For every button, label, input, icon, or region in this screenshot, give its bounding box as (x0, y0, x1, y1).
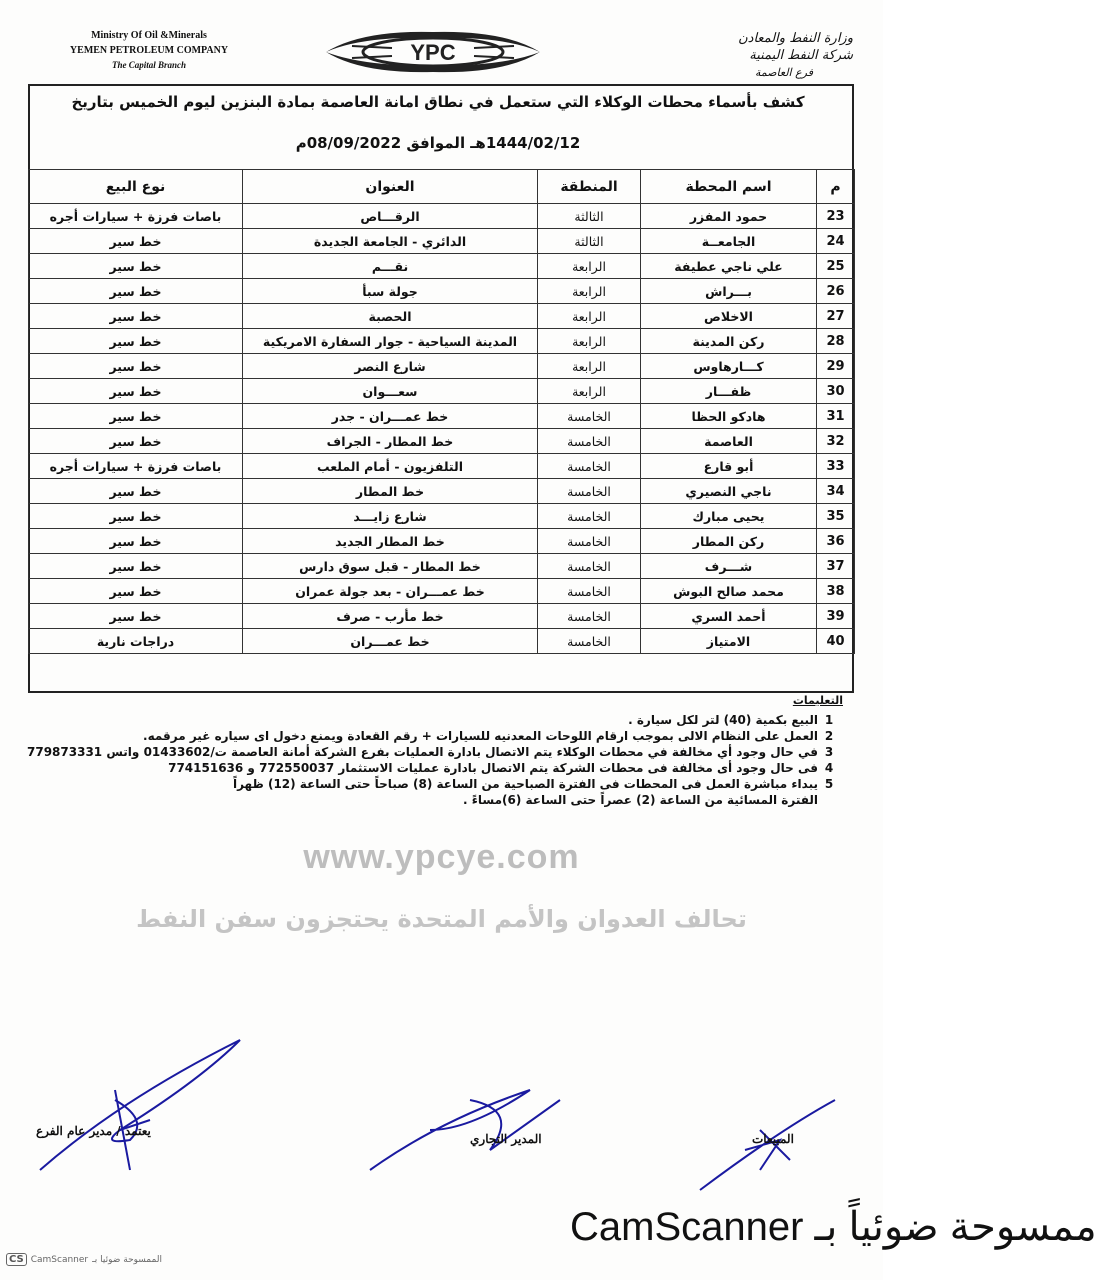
table-row (29, 429, 855, 454)
cell-number: 29 (817, 354, 855, 379)
cell-number: 34 (817, 479, 855, 504)
cell-station: بـــراش (641, 279, 817, 304)
cell-station: هادكو الحظا (641, 404, 817, 429)
cell-type: خط سير (29, 279, 243, 304)
cell-region: الخامسة (538, 629, 641, 654)
cell-region: الرابعة (538, 329, 641, 354)
website-url: www.ypcye.com (303, 838, 580, 876)
table-row (29, 379, 855, 404)
note-item (70, 728, 840, 744)
cell-number: 27 (817, 304, 855, 329)
table-row (29, 579, 855, 604)
note-number: 2 (824, 729, 834, 743)
note-number: 5 (824, 777, 834, 791)
cell-type: خط سير (29, 504, 243, 529)
cell-station: علي ناجي عطيفة (641, 254, 817, 279)
note-text: يبداء مباشرة العمل فى المحطات فى الفترة الصباحية من الساعة (8) صباحاً حتى الساعة (12) ظهراً (232, 777, 818, 791)
camscanner-logo-icon: CS (6, 1253, 27, 1266)
cell-address: خط المطار - قبل سوق دارس (243, 554, 538, 579)
cell-region: الخامسة (538, 429, 641, 454)
cell-region: الخامسة (538, 404, 641, 429)
signature-branch-director: يعتمد / مدير عام الفرع (36, 1124, 151, 1138)
note-text: العمل على النظام الالى بموجب ارقام اللوحات المعدنيه للسيارات + رقم القعادة ويمنع دخول اى سياره غير مرقمه. (143, 729, 818, 743)
note-text: البيع بكمية (40) لتر لكل سيارة . (628, 713, 818, 727)
header-branch-ar: فرع العاصمة (754, 66, 813, 79)
note-number: 3 (824, 745, 834, 759)
cell-address: سعـــوان (243, 379, 538, 404)
table-row (29, 629, 855, 654)
cell-number: 37 (817, 554, 855, 579)
cell-region: الرابعة (538, 354, 641, 379)
table-row (29, 204, 855, 229)
cell-address: الحصبة (243, 304, 538, 329)
cell-region: الرابعة (538, 304, 641, 329)
cell-station: حمود المفزر (641, 204, 817, 229)
cell-region: الخامسة (538, 554, 641, 579)
cell-type: خط سير (29, 254, 243, 279)
camscanner-footer-text: CamScanner (30, 1254, 89, 1265)
signature-scribbles (0, 1010, 883, 1210)
cell-address: خط المطار الجديد (243, 529, 538, 554)
signature-sales: المبيعات (752, 1132, 794, 1146)
cell-station: الجامعــة (641, 229, 817, 254)
table-header-row (29, 170, 855, 204)
cell-number: 32 (817, 429, 855, 454)
header-company: YEMEN PETROLEUM COMPANY (69, 45, 229, 56)
document-title: كشف بأسماء محطات الوكلاء التي ستعمل في نطاق امانة العاصمة بمادة البنزين ليوم الخميس بتاريخ (71, 93, 805, 111)
cell-type: خط سير (29, 229, 243, 254)
stations-table (28, 169, 855, 654)
header-company-ar: شركة النفط اليمنية (749, 48, 853, 63)
table-row (29, 304, 855, 329)
signature-commercial-director: المدير التجاري (470, 1132, 542, 1146)
ypc-logo (322, 26, 544, 78)
cell-number: 40 (817, 629, 855, 654)
table-row (29, 529, 855, 554)
table-row (29, 354, 855, 379)
note-item (70, 792, 840, 808)
notes-heading: التعليمات (792, 694, 843, 707)
cell-station: يحيى مبارك (641, 504, 817, 529)
cell-station: ركن المدينة (641, 329, 817, 354)
cell-type: دراجات نارية (29, 629, 243, 654)
table-row (29, 229, 855, 254)
cell-address: خط عمـــران - جدر (243, 404, 538, 429)
cell-type: خط سير (29, 404, 243, 429)
cell-type: خط سير (29, 604, 243, 629)
col-header-station: اسم المحطة (641, 170, 817, 204)
cell-number: 28 (817, 329, 855, 354)
cell-address: جولة سبأ (243, 279, 538, 304)
cell-number: 36 (817, 529, 855, 554)
cell-address: خط مأرب - صرف (243, 604, 538, 629)
cell-type: باصات فرزة + سيارات أجره (29, 204, 243, 229)
cell-type: خط سير (29, 529, 243, 554)
cell-region: الرابعة (538, 279, 641, 304)
header-english (44, 28, 254, 73)
cell-station: شـــرف (641, 554, 817, 579)
document-date: 1444/02/12هـ الموافق 08/09/2022م (295, 134, 581, 152)
cell-type: خط سير (29, 579, 243, 604)
table-row (29, 404, 855, 429)
cell-station: ظفـــار (641, 379, 817, 404)
logo-text: YPC (410, 40, 456, 65)
table-row (29, 454, 855, 479)
notes-list (27, 712, 840, 808)
cell-address: الرقـــاص (243, 204, 538, 229)
cell-type: خط سير (29, 329, 243, 354)
note-item (70, 760, 840, 776)
cell-address: الدائري - الجامعة الجديدة (243, 229, 538, 254)
cell-number: 23 (817, 204, 855, 229)
cell-address: نقـــم (243, 254, 538, 279)
cell-station: ناجي النصيري (641, 479, 817, 504)
table-row (29, 504, 855, 529)
slogan-text: تحالف العدوان والأمم المتحدة يحتجزون سفن النفط (136, 905, 747, 933)
cell-address: خط المطار (243, 479, 538, 504)
cell-station: أحمد السري (641, 604, 817, 629)
note-item (27, 744, 840, 760)
cell-station: كـــارهاوس (641, 354, 817, 379)
cell-number: 25 (817, 254, 855, 279)
cell-number: 33 (817, 454, 855, 479)
cell-station: الامتياز (641, 629, 817, 654)
cell-station: العاصمة (641, 429, 817, 454)
camscanner-footer-text-ar: الممسوحة ضوئيا بـ (92, 1254, 162, 1265)
cell-type: باصات فرزة + سيارات أجره (29, 454, 243, 479)
cell-address: خط عمـــران (243, 629, 538, 654)
cell-region: الثالثة (538, 204, 641, 229)
cell-number: 31 (817, 404, 855, 429)
header-ministry: Ministry Of Oil &Minerals (91, 30, 207, 41)
cell-region: الرابعة (538, 379, 641, 404)
cell-address: التلفزيون - أمام الملعب (243, 454, 538, 479)
cell-address: خط المطار - الجراف (243, 429, 538, 454)
note-text: في حال وجود أي مخالفة في محطات الوكلاء يتم الاتصال بادارة العمليات بفرع الشركة أمانة العاصمة ت/01433602 واتس 779873331 (27, 745, 818, 759)
cell-number: 38 (817, 579, 855, 604)
col-header-region: المنطقة (538, 170, 641, 204)
table-row (29, 279, 855, 304)
cell-station: محمد صالح البوش (641, 579, 817, 604)
cell-station: أبو قارع (641, 454, 817, 479)
note-number: 4 (824, 761, 834, 775)
col-header-type: نوع البيع (29, 170, 243, 204)
note-text: الفترة المسائية من الساعة (2) عصراً حتى الساعة (6)مساءً . (462, 793, 818, 807)
cell-region: الرابعة (538, 254, 641, 279)
header-ministry-ar: وزارة النفط والمعادن (738, 31, 853, 46)
cell-type: خط سير (29, 429, 243, 454)
table-row (29, 329, 855, 354)
table-row (29, 554, 855, 579)
cell-region: الخامسة (538, 454, 641, 479)
table-row (29, 479, 855, 504)
cell-station: الاخلاص (641, 304, 817, 329)
cell-region: الثالثة (538, 229, 641, 254)
camscanner-watermark (566, 1194, 1097, 1249)
cell-number: 35 (817, 504, 855, 529)
cell-address: شارع النصر (243, 354, 538, 379)
note-item (70, 776, 840, 792)
camscanner-footer (6, 1253, 162, 1266)
cell-region: الخامسة (538, 504, 641, 529)
note-number: 1 (824, 713, 834, 727)
cell-type: خط سير (29, 554, 243, 579)
cell-station: ركن المطار (641, 529, 817, 554)
cell-region: الخامسة (538, 529, 641, 554)
cell-number: 39 (817, 604, 855, 629)
header-branch: The Capital Branch (111, 60, 186, 70)
cell-address: شارع زايـــد (243, 504, 538, 529)
camscanner-watermark-text: ممسوحة ضوئياً بـ CamScanner (570, 1205, 1097, 1249)
cell-region: الخامسة (538, 579, 641, 604)
note-text: فى حال وجود أى مخالفة فى محطات الشركة يتم الاتصال بادارة عمليات الاستثمار 772550037 و 774151636 (168, 761, 818, 775)
col-header-address: العنوان (243, 170, 538, 204)
cell-type: خط سير (29, 379, 243, 404)
cell-type: خط سير (29, 479, 243, 504)
cell-number: 26 (817, 279, 855, 304)
col-header-number: م (817, 170, 855, 204)
note-item (70, 712, 840, 728)
cell-number: 30 (817, 379, 855, 404)
cell-address: المدينة السياحية - جوار السفارة الامريكية (243, 329, 538, 354)
cell-region: الخامسة (538, 604, 641, 629)
header-arabic (613, 30, 853, 81)
table-row (29, 604, 855, 629)
cell-address: خط عمـــران - بعد جولة عمران (243, 579, 538, 604)
cell-number: 24 (817, 229, 855, 254)
cell-type: خط سير (29, 304, 243, 329)
table-row (29, 254, 855, 279)
cell-region: الخامسة (538, 479, 641, 504)
cell-type: خط سير (29, 354, 243, 379)
